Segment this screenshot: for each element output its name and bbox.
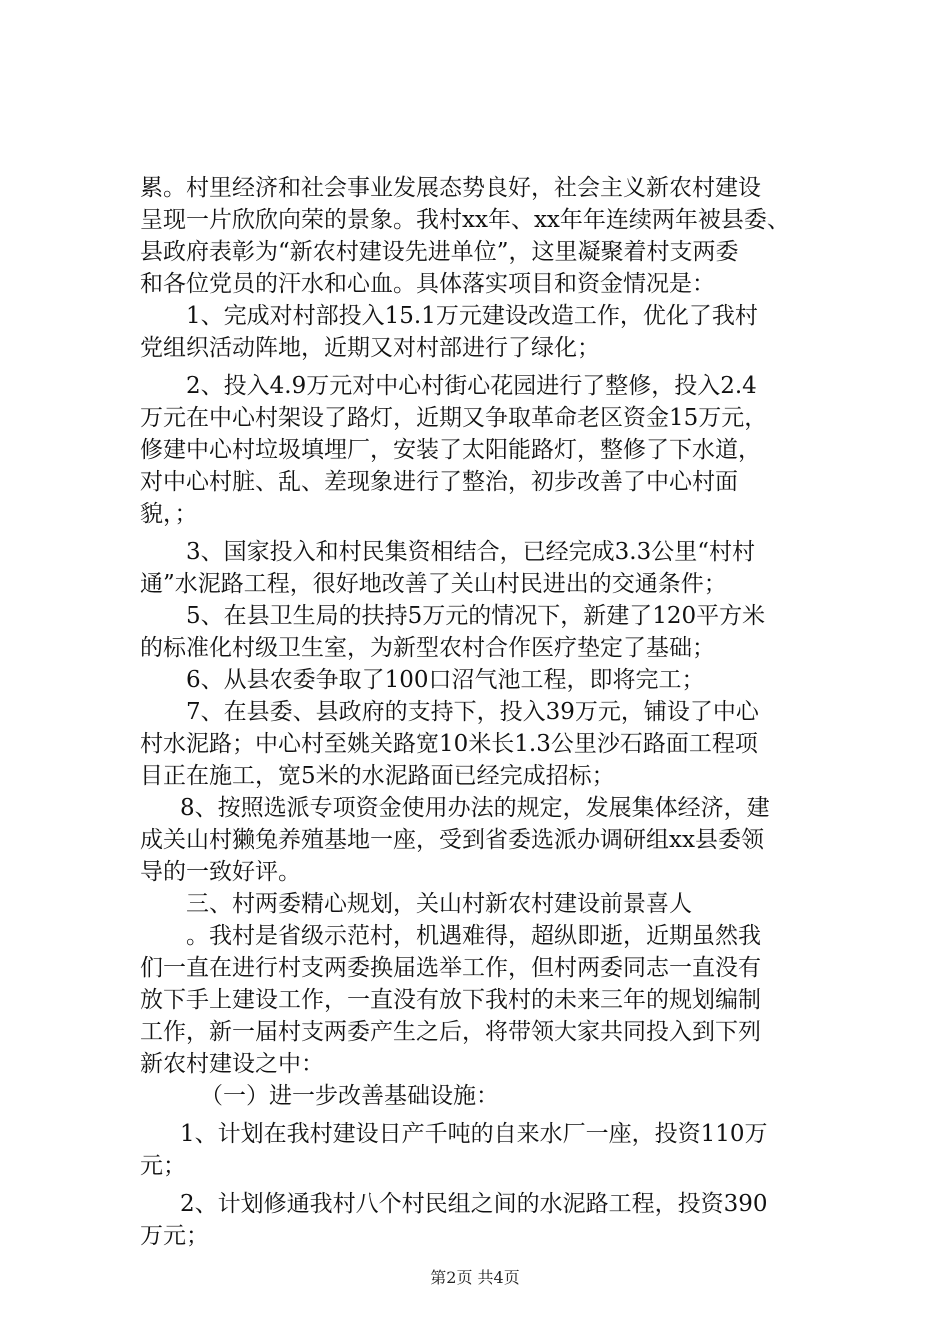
text-line: 村水泥路；中心村至姚关路宽10米长1.3公里沙石路面工程项	[140, 731, 758, 757]
text-line: 元；	[140, 1153, 186, 1179]
text-line: 们一直在进行村支两委换届选举工作，但村两委同志一直没有	[140, 955, 761, 981]
text-line: 3、国家投入和村民集资相结合，已经完成3.3公里“村村	[186, 539, 755, 565]
text-line: 工作，新一届村支两委产生之后，将带领大家共同投入到下列	[140, 1019, 761, 1045]
text-line: 党组织活动阵地，近期又对村部进行了绿化；	[140, 335, 600, 361]
text-line: 通”水泥路工程，很好地改善了关山村民进出的交通条件；	[140, 571, 727, 597]
section-heading: 三、村两委精心规划，关山村新农村建设前景喜人	[186, 891, 692, 917]
text-line: 貌，；	[140, 501, 198, 527]
text-line: 呈现一片欣欣向荣的景象。我村xx年、xx年年连续两年被县委、	[140, 207, 790, 233]
text-line: 对中心村脏、乱、差现象进行了整治，初步改善了中心村面	[140, 469, 738, 495]
document-body	[140, 172, 830, 1252]
text-line: 。我村是省级示范村，机遇难得，超纵即逝，近期虽然我	[186, 923, 761, 949]
text-line: 导的一致好评。	[140, 859, 301, 885]
text-line: 新农村建设之中：	[140, 1051, 324, 1077]
text-line: 6、从县农委争取了100口沼气池工程，即将完工；	[186, 667, 705, 693]
text-line: 和各位党员的汗水和心血。具体落实项目和资金情况是：	[140, 271, 715, 297]
text-line: 的标准化村级卫生室，为新型农村合作医疗垫定了基础；	[140, 635, 715, 661]
text-line: 7、在县委、县政府的支持下，投入39万元，铺设了中心	[186, 699, 759, 725]
text-line: 万元在中心村架设了路灯，近期又争取革命老区资金15万元，	[140, 405, 768, 431]
text-line: 放下手上建设工作，一直没有放下我村的未来三年的规划编制	[140, 987, 761, 1013]
text-line: 目正在施工，宽5米的水泥路面已经完成招标；	[140, 763, 615, 789]
subsection-heading: （一）进一步改善基础设施：	[200, 1083, 499, 1109]
text-line: 修建中心村垃圾填埋厂，安装了太阳能路灯，整修了下水道，	[140, 437, 761, 463]
text-line: 万元；	[140, 1223, 209, 1249]
text-line: 1、完成对村部投入15.1万元建设改造工作，优化了我村	[186, 303, 758, 329]
page-number-footer: 第2页 共4页	[430, 1268, 520, 1287]
text-line: 1、计划在我村建设日产千吨的自来水厂一座，投资110万	[180, 1121, 768, 1147]
text-line: 2、投入4.9万元对中心村街心花园进行了整修，投入2.4	[186, 373, 757, 399]
text-line: 县政府表彰为“新农村建设先进单位”，这里凝聚着村支两委	[140, 239, 739, 265]
text-line: 8、按照选派专项资金使用办法的规定，发展集体经济，建	[180, 795, 770, 821]
text-line: 2、计划修通我村八个村民组之间的水泥路工程，投资390	[180, 1191, 768, 1217]
text-line: 累。村里经济和社会事业发展态势良好，社会主义新农村建设	[140, 175, 761, 201]
text-line: 5、在县卫生局的扶持5万元的情况下，新建了120平方米	[186, 603, 766, 629]
text-line: 成关山村獭兔养殖基地一座，受到省委选派办调研组xx县委领	[140, 827, 764, 853]
